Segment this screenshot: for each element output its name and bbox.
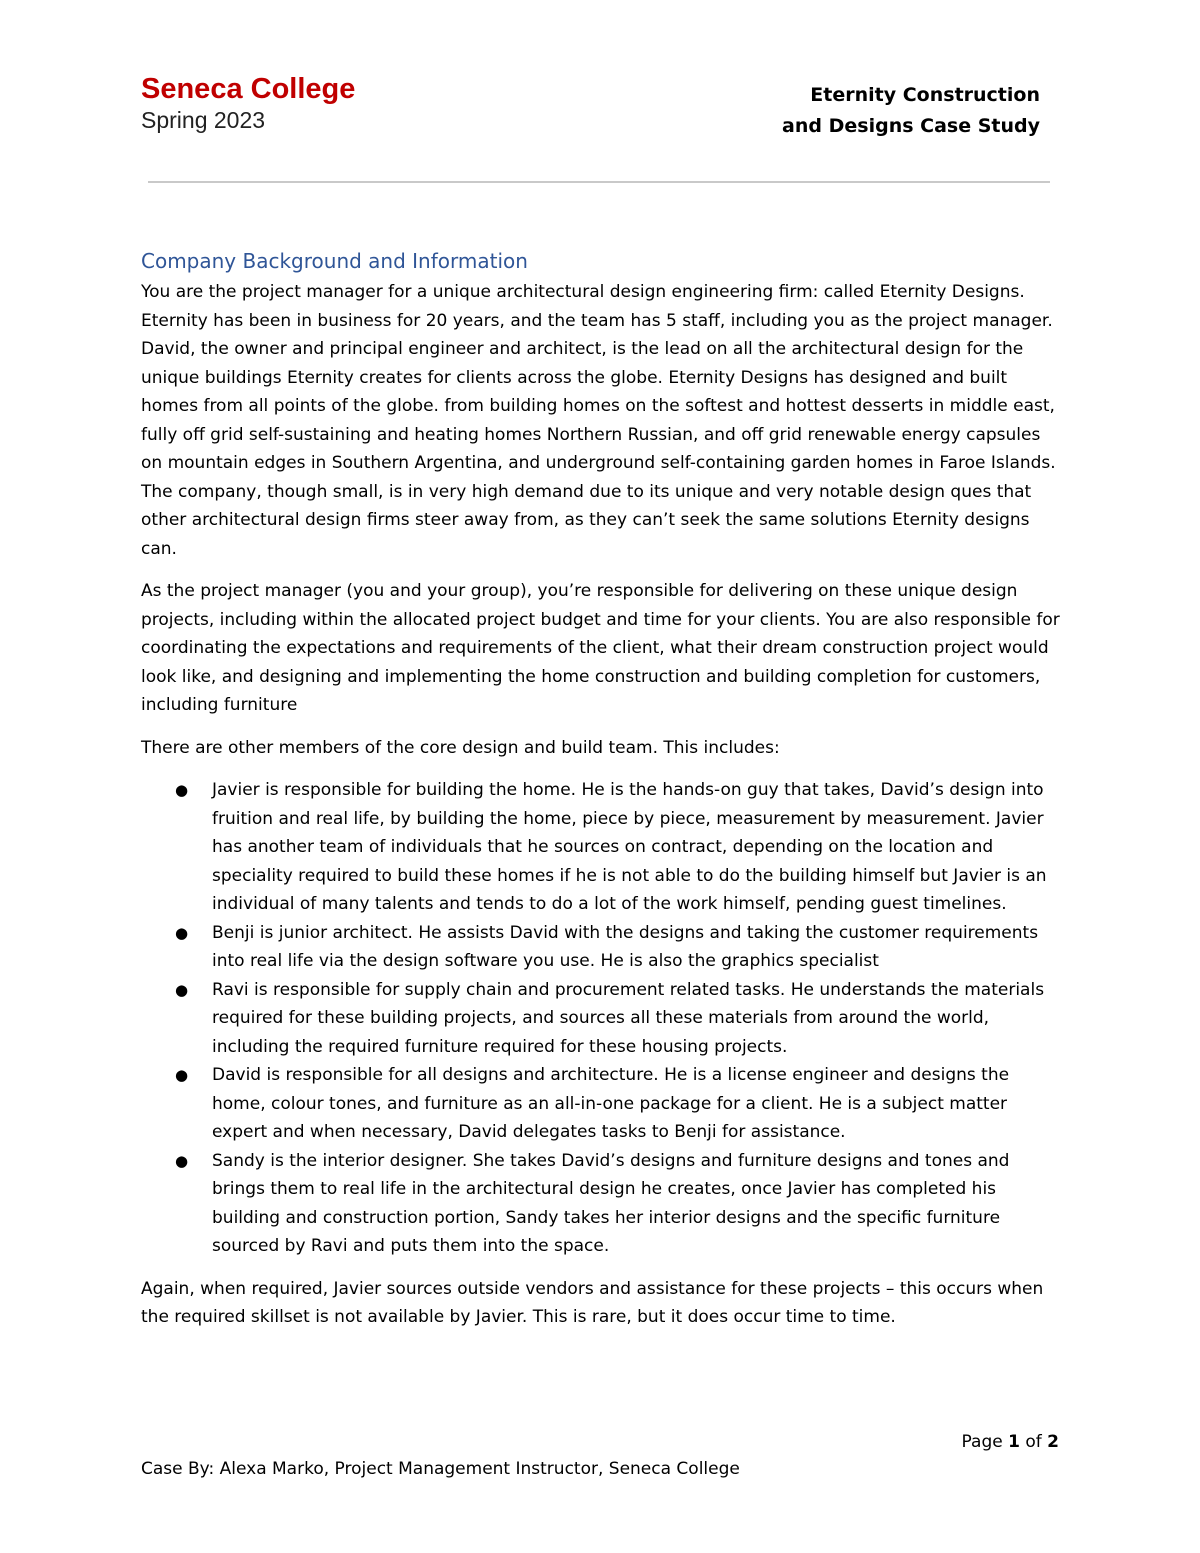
- list-item: [175, 776, 1066, 919]
- bullet-icon: ●: [175, 781, 189, 799]
- page-word: Page: [961, 1432, 1003, 1452]
- paragraph-responsibilities: As the project manager (you and your group), you’re responsible for delivering on these unique design projects, including within the allocated project budget and time for your clients. You are also responsible for coordinating the expectations and requirements of the client, what their dream construction project would look like, and designing and implementing the home construction and building completion for customers, including furniture: [141, 581, 1060, 715]
- list-item: [175, 919, 1066, 976]
- case-study-title: [782, 80, 1040, 142]
- team-list: [141, 776, 1066, 1261]
- header-divider: [148, 181, 1050, 183]
- page-total: 2: [1047, 1432, 1059, 1452]
- footer-credit: Case By: Alexa Marko, Project Management Instructor, Seneca College: [141, 1459, 740, 1479]
- page-current: 1: [1008, 1432, 1020, 1452]
- list-item-text: David is responsible for all designs and architecture. He is a license engineer and designs the home, colour tones, and furniture as an all-in-one package for a client. He is a subject matter expert and when necessary, David delegates tasks to Benji for assistance.: [212, 1065, 1010, 1142]
- page-number: [962, 1432, 1059, 1452]
- bullet-icon: ●: [175, 980, 189, 999]
- paragraph-team-intro: There are other members of the core design and build team. This includes:: [141, 737, 780, 758]
- list-item-text: Benji is junior architect. He assists David with the designs and taking the customer requirements into real life via the design software you use. He is also the graphics specialist: [212, 922, 1039, 971]
- case-title-line-2: and Designs Case Study: [782, 115, 1040, 137]
- list-item-text: Ravi is responsible for supply chain and procurement related tasks. He understands the materials required for these building projects, and sources all these materials from around the world, including the required furniture required for these housing projects.: [212, 979, 1045, 1057]
- case-title-line-1: Eternity Construction: [810, 84, 1040, 106]
- paragraph-intro: You are the project manager for a unique architectural design engineering firm: called Eternity Designs. Eternity has been in business for 20 years, and the team has 5 staff, including you as the project manager. David, the owner and principal engineer and architect, is the lead on all the architectural design for the unique buildings Eternity creates for clients across the globe. Eternity Designs has designed and built homes from all points of the globe. from building homes on the softest and hottest desserts in middle east, fully off grid self-sustaining and heating homes Northern Russian, and off grid renewable energy capsules on mountain edges in Southern Argentina, and underground self-containing garden homes in Faroe Islands. The company, though small, is in very high demand due to its unique and very notable design ques that other architectural design firms steer away from, as they can’t seek the same solutions Eternity designs can.: [141, 282, 1056, 559]
- page-of: of: [1025, 1432, 1042, 1452]
- list-item: [175, 1061, 1066, 1147]
- list-item: [175, 976, 1066, 1062]
- college-name: Seneca College: [141, 73, 356, 105]
- term-label: Spring 2023: [141, 107, 266, 133]
- list-item-text: Sandy is the interior designer. She takes David’s designs and furniture designs and tones and brings them to real life in the architectural design he creates, once Javier has completed his building and construction portion, Sandy takes her interior designs and the specific furniture sourced by Ravi and puts them into the space.: [212, 1150, 1010, 1256]
- bullet-icon: ●: [175, 1151, 189, 1170]
- paragraph-closing: Again, when required, Javier sources outside vendors and assistance for these projects – this occurs when the required skillset is not available by Javier. This is rare, but it does occur time to time.: [141, 1278, 1044, 1327]
- list-item-text: Javier is responsible for building the home. He is the hands-on guy that takes, David’s design into fruition and real life, by building the home, piece by piece, measurement by measurement. Javier has another team of individuals that he sources on contract, depending on the location and speciality required to build these homes if he is not able to do the building himself but Javier is an individual of many talents and tends to do a lot of the work himself, pending guest timelines.: [212, 780, 1047, 914]
- document-body: [141, 246, 1066, 1346]
- list-item: [175, 1147, 1066, 1261]
- section-heading: Company Background and Information: [141, 249, 528, 273]
- bullet-icon: ●: [175, 1066, 189, 1084]
- bullet-icon: ●: [175, 923, 189, 942]
